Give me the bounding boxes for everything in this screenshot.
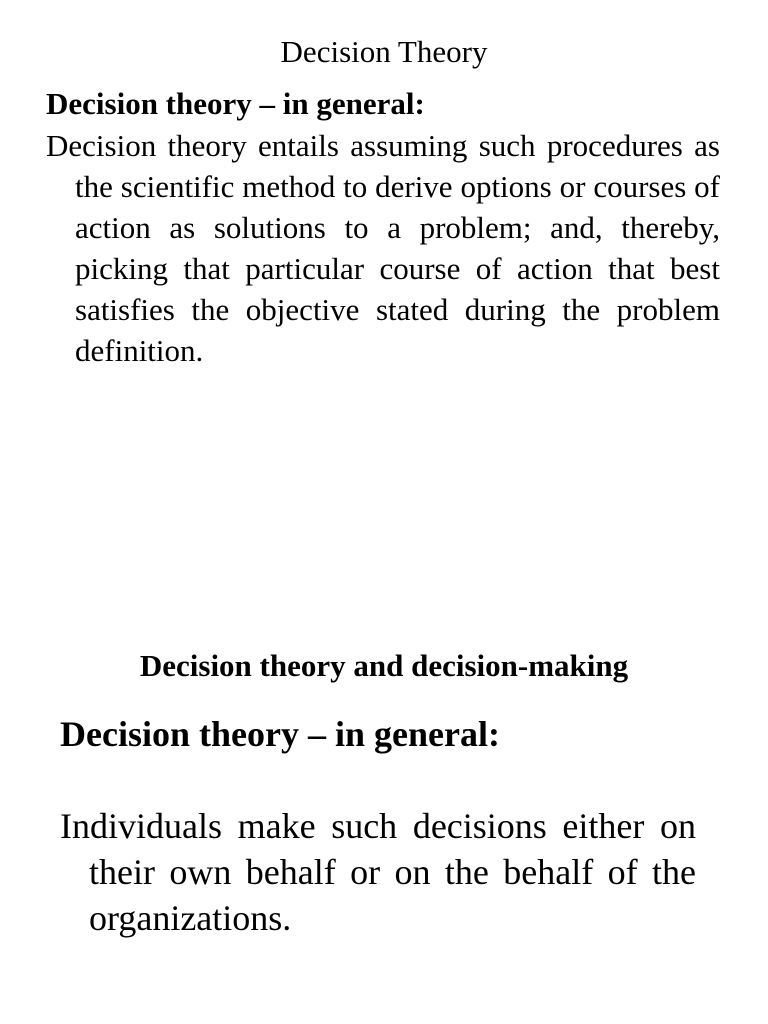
section-heading: Decision theory – in general: xyxy=(46,86,425,121)
slide-paragraph: Individuals make such decisions either on their own behalf or on the behalf of the organizations. xyxy=(60,806,696,938)
page-title: Decision Theory xyxy=(280,34,488,69)
slide-title: Decision theory and decision-making xyxy=(139,648,629,683)
slide-heading: Decision theory – in general: xyxy=(60,714,500,754)
section-paragraph: Decision theory entails assuming such procedures as the scientific method to derive options or courses of action as solutions to a problem; and, thereby, picking that particular course of action that best satisfies the objective stated during the problem definition. xyxy=(46,128,720,368)
